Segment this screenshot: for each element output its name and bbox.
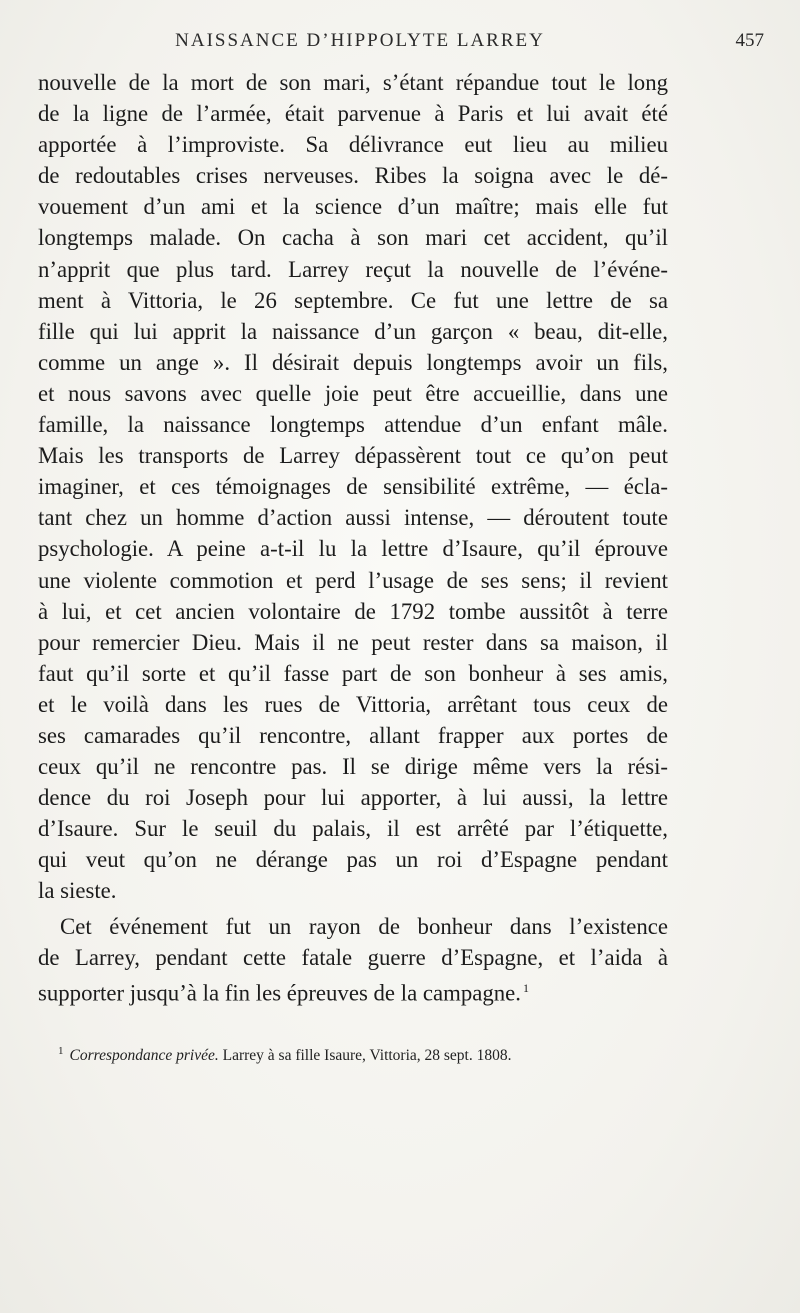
text-line: longtemps malade. On cacha à son mari cet accident, qu’il <box>38 225 668 251</box>
footnote <box>58 1040 658 1067</box>
text-line: Mais les transports de Larrey dépassèrent tout ce qu’on peut <box>38 443 668 469</box>
text-line: apportée à l’improviste. Sa délivrance eut lieu au milieu <box>38 132 668 158</box>
text-line: à lui, et cet ancien volontaire de 1792 tombe aussitôt à terre <box>38 598 668 624</box>
text-line: de la ligne de l’armée, était parvenue à Paris et lui avait été <box>38 101 668 127</box>
text-line: tant chez un homme d’action aussi intense, — déroutent toute <box>38 505 668 531</box>
text-line: Cet événement fut un rayon de bonheur dans l’existence <box>60 913 668 939</box>
text-line: la sieste. <box>38 878 117 904</box>
text-line: ment à Vittoria, le 26 septembre. Ce fut une lettre de sa <box>38 287 668 313</box>
text-line: faut qu’il sorte et qu’il fasse part de son bonheur à ses amis, <box>38 660 668 686</box>
footnote-source: Correspondance privée. <box>69 1047 219 1065</box>
text-line: ceux qu’il ne rencontre pas. Il se dirige même vers la rési- <box>38 754 668 780</box>
paragraph-1 <box>38 67 668 907</box>
text-line: de redoutables crises nerveuses. Ribes la soigna avec le dé- <box>38 163 668 189</box>
text-line: et le voilà dans les rues de Vittoria, arrêtant tous ceux de <box>38 691 668 717</box>
text-line: dence du roi Joseph pour lui apporter, à lui aussi, la lettre <box>38 785 668 811</box>
text-line: vouement d’un ami et la science d’un maître; mais elle fut <box>38 194 668 220</box>
text-line: et nous savons avec quelle joie peut être accueillie, dans une <box>38 380 668 406</box>
text-line: d’Isaure. Sur le seuil du palais, il est arrêté par l’étiquette, <box>38 816 668 842</box>
text-line: famille, la naissance longtemps attendue d’un enfant mâle. <box>38 412 668 438</box>
text-line: n’apprit que plus tard. Larrey reçut la nouvelle de l’événe- <box>38 256 668 282</box>
footnote-text: Larrey à sa fille Isaure, Vittoria, 28 sept. 1808. <box>222 1047 512 1065</box>
text-line: pour remercier Dieu. Mais il ne peut rester dans sa maison, il <box>38 629 668 655</box>
page-number: 457 <box>735 30 764 51</box>
text-line: fille qui lui apprit la naissance d’un garçon « beau, dit-elle, <box>38 318 668 344</box>
text-line-with-footnote-ref <box>38 973 668 1004</box>
text-line: de Larrey, pendant cette fatale guerre d’Espagne, et l’aida à <box>38 944 668 970</box>
text-line: une violente commotion et perd l’usage de ses sens; il revient <box>38 567 668 593</box>
footnote-marker: 1 <box>58 1045 64 1057</box>
running-head: NAISSANCE D’HIPPOLYTE LARREY <box>175 30 545 51</box>
text-line: supporter jusqu’à la fin les épreuves de la campagne. <box>38 980 521 1006</box>
text-line: psychologie. A peine a-t-il lu la lettre d’Isaure, qu’il éprouve <box>38 536 668 562</box>
text-line: comme un ange ». Il désirait depuis longtemps avoir un fils, <box>38 349 668 375</box>
page-header <box>38 30 764 62</box>
body-text <box>38 67 668 1004</box>
text-line: ses camarades qu’il rencontre, allant frapper aux portes de <box>38 722 668 748</box>
text-line: qui veut qu’on ne dérange pas un roi d’Espagne pendant <box>38 847 668 873</box>
text-line: imaginer, et ces témoignages de sensibilité extrême, — écla- <box>38 474 668 500</box>
text-line: nouvelle de la mort de son mari, s’étant répandue tout le long <box>38 70 668 95</box>
footnote-reference: 1 <box>523 980 529 995</box>
paragraph-2 <box>38 911 668 1004</box>
